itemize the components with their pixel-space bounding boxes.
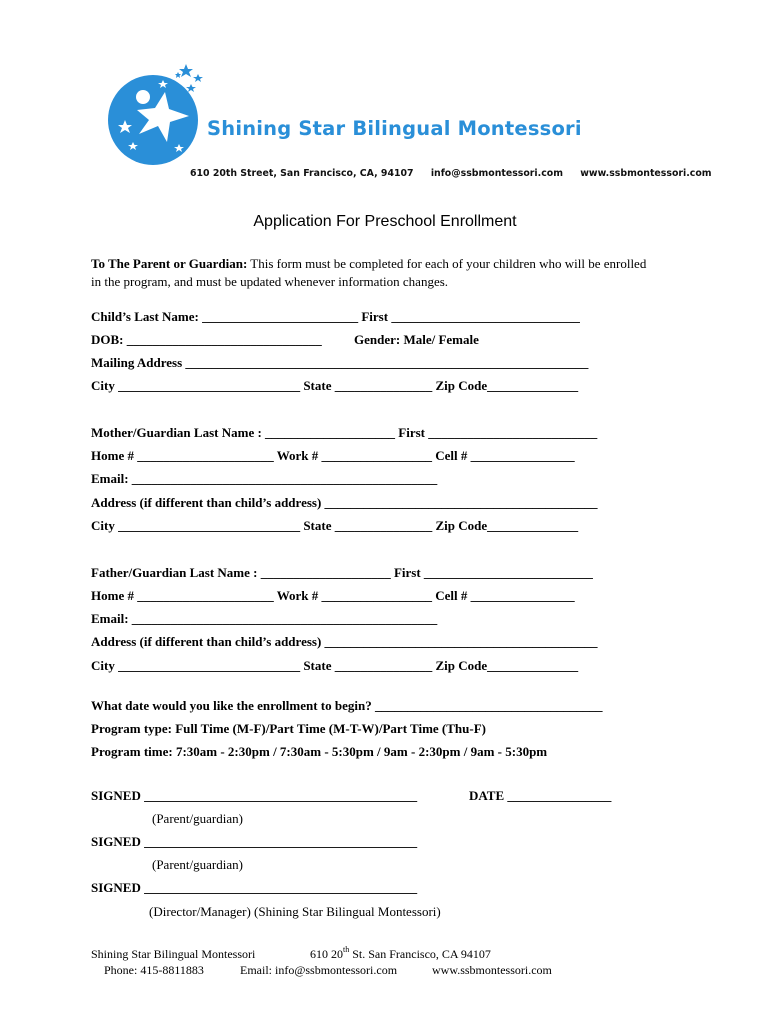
footer-phone: Phone: 415-8811883 — [104, 963, 204, 977]
form-intro — [91, 255, 651, 291]
form-title: Application For Preschool Enrollment — [253, 213, 517, 230]
header-website: www.ssbmontessori.com — [580, 168, 712, 179]
header-address: 610 20th Street, San Francisco, CA, 94107 — [190, 168, 414, 179]
signature-caption-1: (Parent/guardian) — [152, 811, 243, 826]
father-phone-field[interactable]: Home # _____________________ Work # _________________ Cell # ________________ — [91, 588, 575, 603]
intro-heading: To The Parent or Guardian: — [91, 256, 248, 271]
enrollment-date-field[interactable]: What date would you like the enrollment to begin? ___________________________________ — [91, 698, 603, 713]
mother-city-field[interactable]: City ____________________________ State _______________ Zip Code______________ — [91, 518, 579, 533]
father-email-field[interactable]: Email: _______________________________________________ — [91, 611, 438, 626]
footer-email: Email: info@ssbmontessori.com — [240, 963, 398, 977]
intro-text: This form must be completed for each of your children who will be enrolled in the program, and must be updated whenever information changes. — [91, 256, 647, 289]
child-dob-field[interactable]: DOB: ______________________________ — [91, 332, 322, 347]
signature-director[interactable]: SIGNED __________________________________________ — [91, 880, 418, 895]
child-mailing-field[interactable]: Mailing Address ______________________________________________________________ — [91, 355, 589, 370]
header-contact — [190, 168, 726, 179]
program-time-field[interactable]: Program time: 7:30am - 2:30pm / 7:30am - 5:30pm / 9am - 2:30pm / 9am - 5:30pm — [91, 744, 548, 759]
program-type-field[interactable]: Program type: Full Time (M-F)/Part Time (M-T-W)/Part Time (Thu-F) — [91, 721, 486, 736]
father-city-field[interactable]: City ____________________________ State _______________ Zip Code______________ — [91, 658, 579, 673]
signature-parent-1[interactable]: SIGNED __________________________________________ — [91, 788, 418, 803]
child-city-field[interactable]: City ____________________________ State _______________ Zip Code______________ — [91, 378, 579, 393]
mother-email-field[interactable]: Email: _______________________________________________ — [91, 471, 438, 486]
mother-name-field[interactable]: Mother/Guardian Last Name : ____________________ First __________________________ — [91, 425, 598, 440]
father-name-field[interactable]: Father/Guardian Last Name : ____________________ First __________________________ — [91, 565, 593, 580]
signature-caption-3: (Director/Manager) (Shining Star Bilingual Montessori) — [149, 904, 441, 919]
mother-address-field[interactable]: Address (if different than child’s address) __________________________________________ — [91, 495, 598, 510]
brand-name: Shining Star Bilingual Montessori — [207, 117, 582, 140]
mother-phone-field[interactable]: Home # _____________________ Work # _________________ Cell # ________________ — [91, 448, 575, 463]
footer-address: 610 20th St. San Francisco, CA 94107 — [310, 945, 491, 961]
father-address-field[interactable]: Address (if different than child’s address) __________________________________________ — [91, 634, 598, 649]
footer-school-name: Shining Star Bilingual Montessori — [91, 947, 256, 961]
signature-date-field[interactable]: DATE ________________ — [469, 788, 612, 803]
signature-parent-2[interactable]: SIGNED __________________________________________ — [91, 834, 418, 849]
signature-caption-2: (Parent/guardian) — [152, 857, 243, 872]
footer-website: www.ssbmontessori.com — [432, 963, 552, 977]
school-logo-icon — [103, 64, 213, 170]
header-email: info@ssbmontessori.com — [430, 168, 563, 179]
child-gender-field[interactable]: Gender: Male/ Female — [354, 332, 479, 347]
child-name-field[interactable]: Child’s Last Name: ________________________ First _____________________________ — [91, 309, 580, 324]
